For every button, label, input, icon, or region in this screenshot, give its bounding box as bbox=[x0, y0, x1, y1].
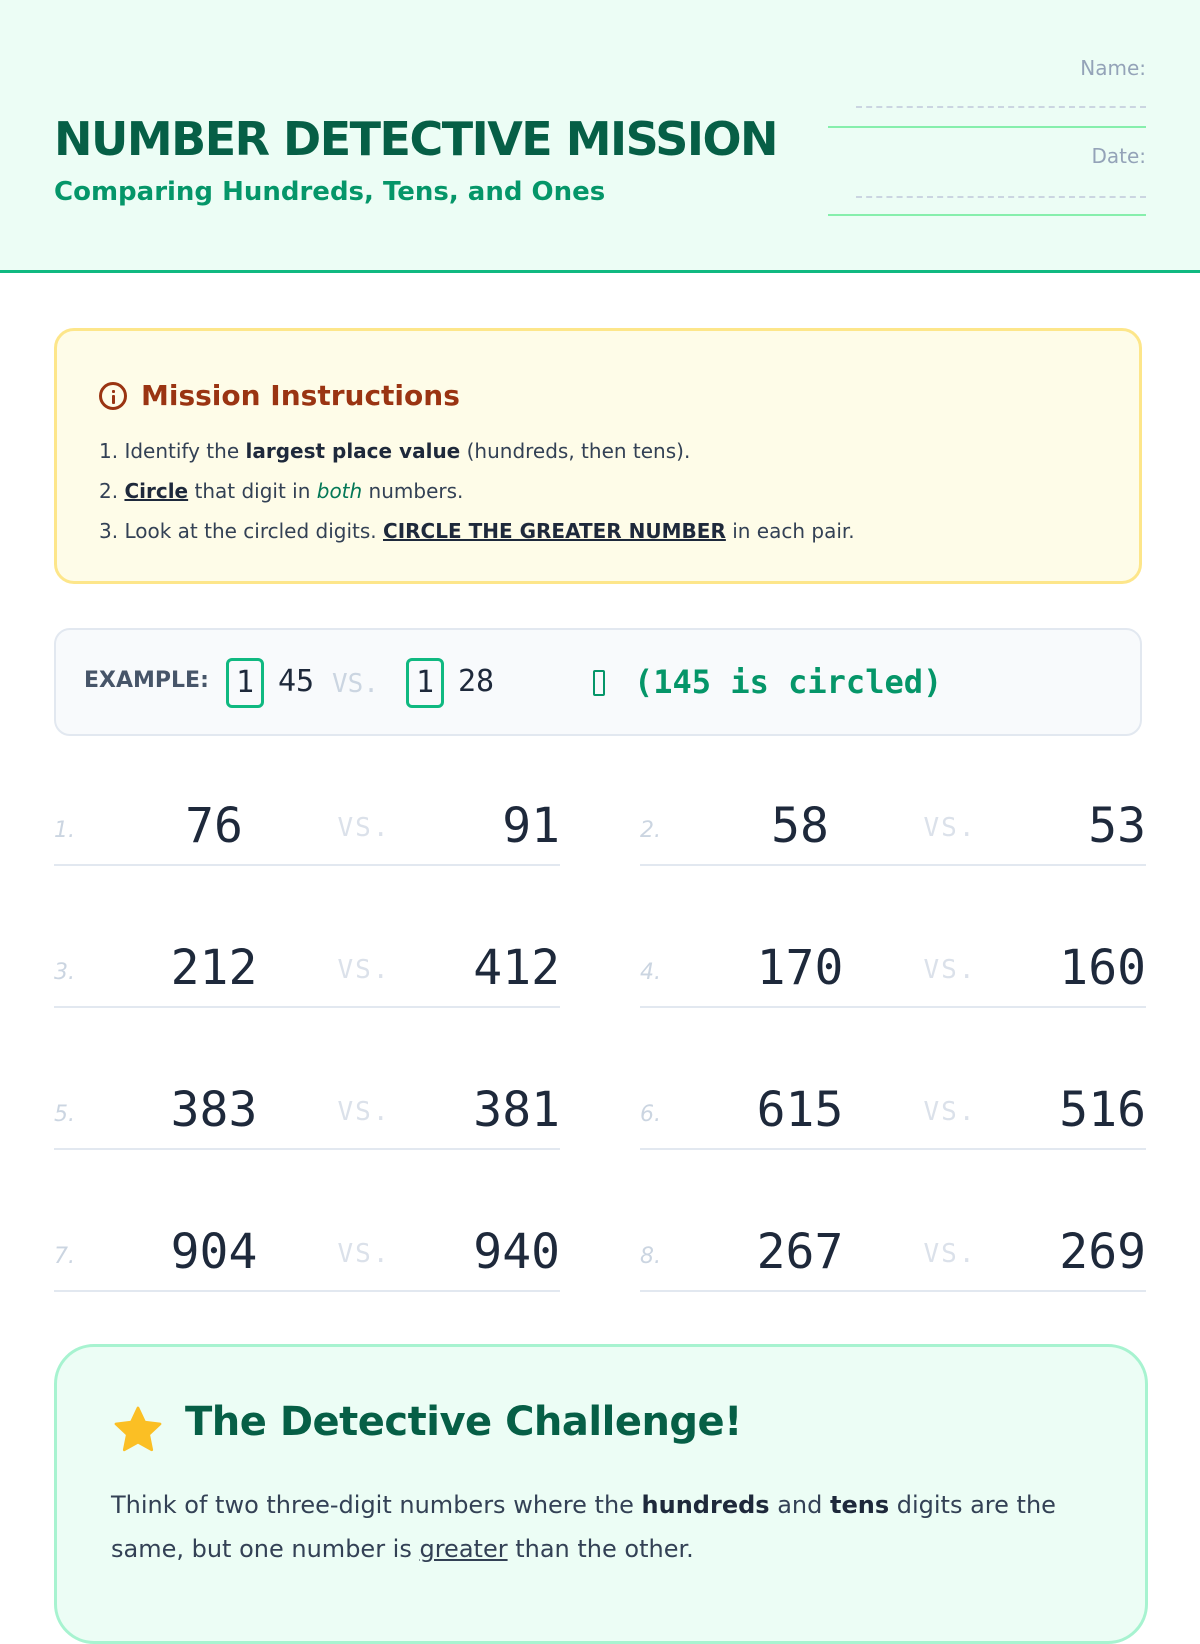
challenge-text-greater: greater bbox=[419, 1535, 508, 1563]
page-title: NUMBER DETECTIVE MISSION bbox=[54, 112, 778, 166]
step-3-suffix: in each pair. bbox=[725, 519, 855, 543]
problem-number: 3. bbox=[54, 960, 75, 985]
number-b[interactable]: 940 bbox=[473, 1224, 560, 1280]
number-a[interactable]: 76 bbox=[185, 798, 243, 854]
challenge-text-prefix: Think of two three-digit numbers where the bbox=[111, 1491, 642, 1519]
vs-label: VS. bbox=[337, 955, 391, 985]
challenge-text bbox=[111, 1483, 1091, 1571]
date-underline bbox=[828, 214, 1146, 216]
arrow-icon bbox=[593, 670, 605, 696]
example-a-rest: 45 bbox=[278, 664, 315, 699]
instructions-list bbox=[99, 431, 855, 551]
number-a[interactable]: 904 bbox=[170, 1224, 258, 1280]
example-b-boxed-digit: 1 bbox=[406, 658, 444, 708]
problem-number: 1. bbox=[54, 818, 75, 843]
problem-1[interactable] bbox=[54, 774, 560, 866]
vs-label: VS. bbox=[923, 1097, 977, 1127]
instructions-title: Mission Instructions bbox=[141, 379, 460, 412]
problem-3[interactable] bbox=[54, 916, 560, 1008]
star-icon bbox=[111, 1403, 165, 1457]
instructions-heading bbox=[99, 379, 460, 412]
challenge-text-and: and bbox=[769, 1491, 830, 1519]
challenge-text-suffix: than the other. bbox=[507, 1535, 694, 1563]
vs-label: VS. bbox=[337, 1097, 391, 1127]
step-1-text: 1. Identify the bbox=[99, 439, 246, 463]
number-a[interactable]: 383 bbox=[170, 1082, 258, 1138]
instruction-step-2 bbox=[99, 471, 855, 511]
number-a[interactable]: 267 bbox=[756, 1224, 844, 1280]
step-2-middle: that digit in bbox=[188, 479, 317, 503]
problem-4[interactable] bbox=[640, 916, 1146, 1008]
number-a[interactable]: 170 bbox=[756, 940, 844, 996]
name-label: Name: bbox=[1080, 56, 1146, 80]
vs-label: VS. bbox=[923, 955, 977, 985]
example-box bbox=[54, 628, 1142, 736]
instruction-step-1 bbox=[99, 431, 855, 471]
number-b[interactable]: 412 bbox=[473, 940, 560, 996]
number-a[interactable]: 58 bbox=[771, 798, 829, 854]
instruction-step-3 bbox=[99, 511, 855, 551]
number-b[interactable]: 160 bbox=[1059, 940, 1146, 996]
example-label: EXAMPLE: bbox=[84, 668, 209, 693]
vs-label: VS. bbox=[923, 813, 977, 843]
problem-5[interactable] bbox=[54, 1058, 560, 1150]
problem-8[interactable] bbox=[640, 1200, 1146, 1292]
name-underline bbox=[828, 126, 1146, 128]
vs-label: VS. bbox=[337, 813, 391, 843]
step-3-bold: CIRCLE THE GREATER NUMBER bbox=[383, 519, 726, 543]
example-vs: VS. bbox=[332, 669, 379, 699]
problem-number: 4. bbox=[640, 960, 661, 985]
name-line[interactable] bbox=[856, 106, 1146, 108]
problem-7[interactable] bbox=[54, 1200, 560, 1292]
detective-challenge-card bbox=[54, 1344, 1148, 1644]
number-b[interactable]: 269 bbox=[1059, 1224, 1146, 1280]
mission-instructions-card bbox=[54, 328, 1142, 584]
example-note: (145 is circled) bbox=[634, 663, 943, 701]
problem-number: 6. bbox=[640, 1102, 661, 1127]
number-b[interactable]: 91 bbox=[502, 798, 560, 854]
step-2-suffix: numbers. bbox=[362, 479, 464, 503]
example-a-boxed-digit: 1 bbox=[226, 658, 264, 708]
challenge-text-tens: tens bbox=[829, 1491, 890, 1519]
problem-number: 8. bbox=[640, 1244, 661, 1269]
number-b[interactable]: 516 bbox=[1059, 1082, 1146, 1138]
info-icon bbox=[99, 382, 127, 410]
page-subtitle: Comparing Hundreds, Tens, and Ones bbox=[54, 177, 606, 207]
number-a[interactable]: 615 bbox=[756, 1082, 844, 1138]
number-b[interactable]: 53 bbox=[1088, 798, 1146, 854]
vs-label: VS. bbox=[923, 1239, 977, 1269]
date-label: Date: bbox=[1091, 144, 1146, 168]
step-1-suffix: (hundreds, then tens). bbox=[460, 439, 691, 463]
step-2-prefix: 2. bbox=[99, 479, 125, 503]
date-line[interactable] bbox=[856, 196, 1146, 198]
problem-2[interactable] bbox=[640, 774, 1146, 866]
problem-6[interactable] bbox=[640, 1058, 1146, 1150]
challenge-title: The Detective Challenge! bbox=[185, 1399, 742, 1445]
step-2-underline: Circle bbox=[124, 479, 189, 503]
number-a[interactable]: 212 bbox=[170, 940, 258, 996]
vs-label: VS. bbox=[337, 1239, 391, 1269]
number-b[interactable]: 381 bbox=[473, 1082, 560, 1138]
challenge-text-middle: digits are the same, but one number is bbox=[111, 1491, 1056, 1563]
challenge-text-hundreds: hundreds bbox=[641, 1491, 770, 1519]
step-3-prefix: 3. Look at the circled digits. bbox=[99, 519, 384, 543]
step-1-bold: largest place value bbox=[245, 439, 461, 463]
step-2-italic: both bbox=[316, 479, 363, 503]
example-b-rest: 28 bbox=[458, 664, 495, 699]
problem-number: 5. bbox=[54, 1102, 75, 1127]
problem-number: 2. bbox=[640, 818, 661, 843]
worksheet-header bbox=[0, 0, 1200, 273]
problem-number: 7. bbox=[54, 1244, 75, 1269]
